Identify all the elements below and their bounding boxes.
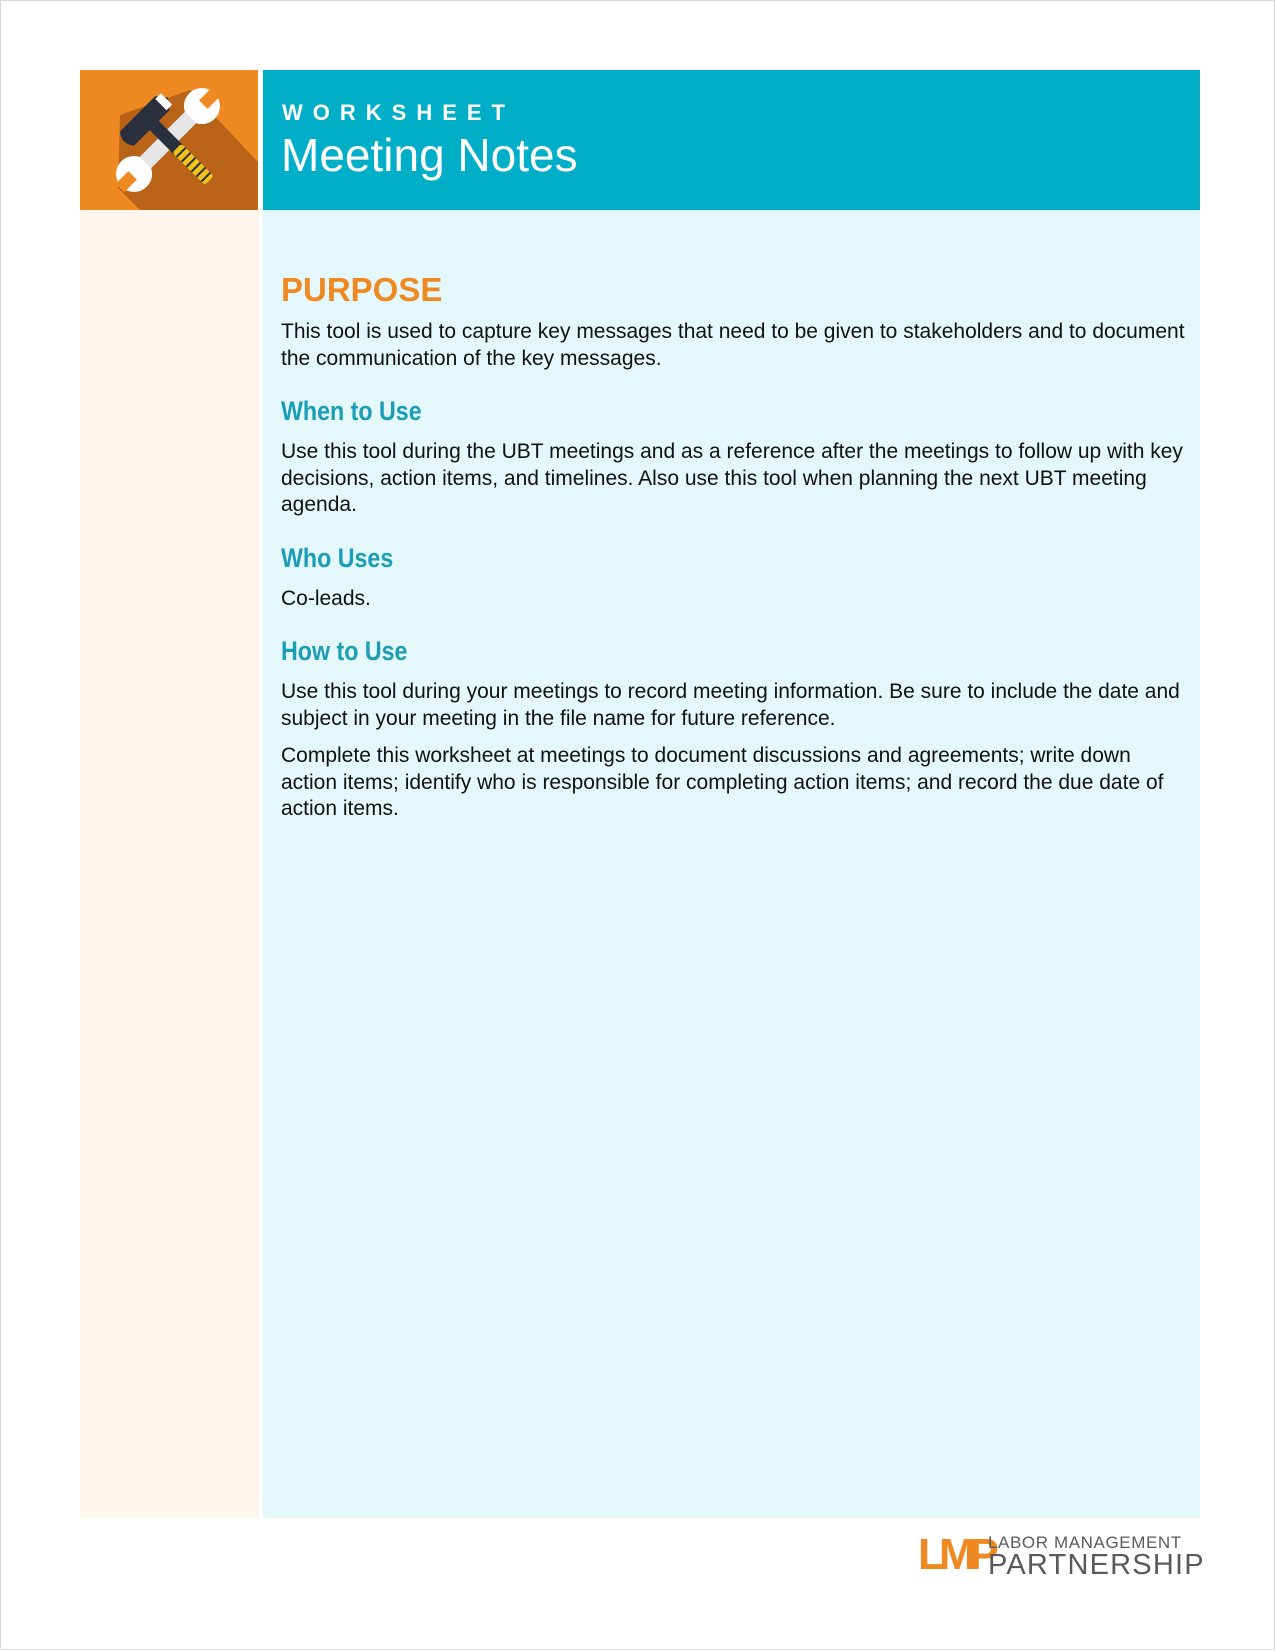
header-icon-panel <box>80 70 258 210</box>
content <box>281 270 1186 823</box>
worksheet-label: WORKSHEET <box>282 100 515 125</box>
tools-icon <box>80 70 258 210</box>
how-to-use-paragraph-2: Complete this worksheet at meetings to document discussions and agreements; write down action items; identify who is responsible for completing action items; and record the due date of action items. <box>281 744 1164 820</box>
left-sidebar-column <box>80 210 259 1518</box>
logo-line-1: LABOR MANAGEMENT <box>988 1533 1182 1552</box>
purpose-text: This tool is used to capture key messages that need to be given to stakeholders and to document the communication of the key messages. <box>281 320 1185 370</box>
how-to-use-paragraph-1: Use this tool during your meetings to record meeting information. Be sure to include the date and subject in your meeting in the file name for future reference. <box>281 680 1180 730</box>
how-to-use-heading: How to Use <box>281 636 408 666</box>
lmp-logo <box>918 1530 1205 1581</box>
page-title: Meeting Notes <box>281 129 578 181</box>
purpose-heading: PURPOSE <box>281 271 443 308</box>
who-uses-text: Co-leads. <box>281 586 371 610</box>
when-to-use-text: Use this tool during the UBT meetings and as a reference after the meetings to follow up with key decisions, action items, and timelines. Also use this tool when planning the next UBT meeting agenda. <box>281 440 1183 516</box>
logo-mark: LMP <box>918 1530 993 1579</box>
header-bar <box>263 70 1200 210</box>
who-uses-heading: Who Uses <box>281 542 394 573</box>
logo-line-2: PARTNERSHIP <box>988 1549 1205 1581</box>
when-to-use-heading: When to Use <box>281 396 422 426</box>
